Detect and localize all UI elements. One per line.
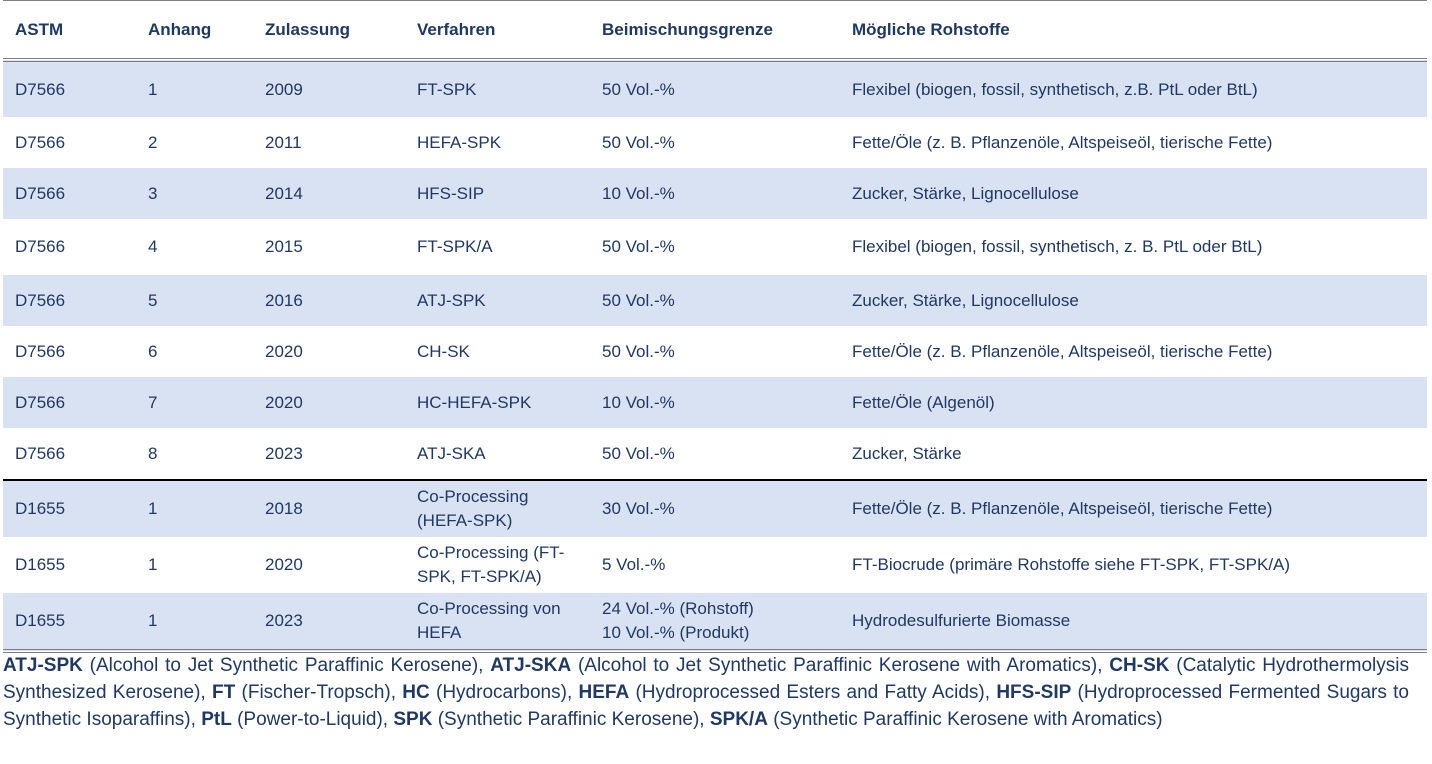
footnote-definition: (Hydroprocessed Esters and Fatty Acids), bbox=[629, 682, 997, 703]
footnote-term: ATJ-SPK bbox=[3, 655, 83, 676]
cell-rohstoffe: Flexibel (biogen, fossil, synthetisch, z.B. PtL oder BtL) bbox=[840, 60, 1427, 117]
cell-astm: D7566 bbox=[15, 132, 66, 152]
table-row bbox=[3, 326, 1427, 377]
footnote-term: HC bbox=[402, 682, 430, 703]
cell-verfahren: ATJ-SPK bbox=[405, 275, 590, 326]
cell-zulassung: 2023 bbox=[265, 443, 303, 463]
footnote-definition: (Synthetic Paraffinic Kerosene), bbox=[432, 709, 710, 730]
cell-zulassung: 2018 bbox=[253, 480, 405, 537]
cell-astm: D1655 bbox=[15, 555, 66, 574]
footnote-definition: (Hydroprocessed Fermented Sugars to Synthetic Isoparaffins), bbox=[3, 682, 1409, 730]
cell-astm: D7566 bbox=[15, 237, 66, 256]
cell-verfahren: FT-SPK bbox=[405, 60, 590, 117]
cell-rohstoffe: Fette/Öle (z. B. Pflanzenöle, Altspeiseöl, tierische Fette) bbox=[852, 341, 1273, 361]
cell-limit: 50 Vol.-% bbox=[602, 341, 675, 361]
cell-verfahren: Co-Processing von HEFA bbox=[405, 593, 590, 651]
abbreviation-footnote bbox=[3, 652, 1409, 733]
cell-zulassung: 2020 bbox=[265, 555, 303, 574]
footnote-term: HEFA bbox=[578, 682, 630, 703]
cell-limit: 50 Vol.-% bbox=[602, 443, 675, 463]
cell-anhang: 3 bbox=[136, 168, 253, 219]
table-row bbox=[3, 219, 1427, 275]
table-row bbox=[3, 593, 1427, 651]
footnote-definition: (Catalytic Hydrothermolysis Synthesized Kerosene), bbox=[3, 655, 1409, 703]
cell-verfahren: HFS-SIP bbox=[405, 168, 590, 219]
footnote-definition: (Fischer-Tropsch), bbox=[235, 682, 403, 703]
footnote-term: SPK/A bbox=[709, 709, 768, 730]
cell-limit: 5 Vol.-% bbox=[602, 555, 666, 574]
cell-limit: 10 Vol.-% bbox=[590, 377, 840, 428]
header-zulassung: Zulassung bbox=[253, 1, 405, 60]
cell-rohstoffe: Zucker, Stärke, Lignocellulose bbox=[840, 275, 1427, 326]
table-row bbox=[3, 377, 1427, 428]
cell-rohstoffe: Zucker, Stärke, Lignocellulose bbox=[840, 168, 1427, 219]
table-row bbox=[3, 480, 1427, 537]
table-row bbox=[3, 168, 1427, 219]
footnote-term: PtL bbox=[201, 709, 232, 730]
cell-anhang: 1 bbox=[136, 480, 253, 537]
footnote-definition: (Hydrocarbons), bbox=[429, 682, 579, 703]
astm-approval-table bbox=[3, 1, 1427, 653]
cell-astm: D7566 bbox=[3, 60, 136, 117]
cell-verfahren: CH-SK bbox=[417, 341, 470, 361]
cell-verfahren: HC-HEFA-SPK bbox=[405, 377, 590, 428]
footnote-term: HFS-SIP bbox=[996, 682, 1072, 703]
footnote-definition: (Synthetic Paraffinic Kerosene with Aromatics) bbox=[767, 709, 1163, 730]
cell-rohstoffe: Fette/Öle (z. B. Pflanzenöle, Altspeiseöl, tierische Fette) bbox=[852, 132, 1273, 152]
footnote-definition: (Power-to-Liquid), bbox=[231, 709, 394, 730]
cell-zulassung: 2011 bbox=[265, 132, 302, 152]
cell-anhang: 4 bbox=[148, 237, 158, 256]
cell-zulassung: 2014 bbox=[253, 168, 405, 219]
table-row bbox=[3, 275, 1427, 326]
astm-table-container bbox=[3, 0, 1427, 653]
cell-anhang: 1 bbox=[136, 60, 253, 117]
cell-rohstoffe: Zucker, Stärke bbox=[852, 443, 962, 463]
table-row bbox=[3, 428, 1427, 480]
cell-limit: 30 Vol.-% bbox=[590, 480, 840, 537]
cell-astm: D7566 bbox=[15, 341, 66, 361]
header-rohstoffe: Mögliche Rohstoffe bbox=[840, 1, 1427, 60]
cell-rohstoffe: Flexibel (biogen, fossil, synthetisch, z. B. PtL oder BtL) bbox=[852, 237, 1263, 256]
header-beimischungsgrenze: Beimischungsgrenze bbox=[590, 1, 840, 60]
cell-astm: D7566 bbox=[15, 443, 66, 463]
cell-limit: 50 Vol.-% bbox=[590, 60, 840, 117]
cell-rohstoffe: Fette/Öle (z. B. Pflanzenöle, Altspeiseöl, tierische Fette) bbox=[840, 480, 1427, 537]
cell-astm: D7566 bbox=[3, 168, 136, 219]
cell-astm: D7566 bbox=[3, 275, 136, 326]
cell-verfahren: ATJ-SKA bbox=[417, 443, 486, 463]
table-row bbox=[3, 60, 1427, 117]
footnote-term: ATJ-SKA bbox=[490, 655, 572, 676]
header-anhang: Anhang bbox=[136, 1, 253, 60]
cell-anhang: 2 bbox=[148, 132, 158, 152]
cell-limit: 50 Vol.-% bbox=[590, 275, 840, 326]
cell-anhang: 8 bbox=[148, 443, 158, 463]
cell-limit: 10 Vol.-% bbox=[590, 168, 840, 219]
cell-limit bbox=[590, 593, 840, 651]
cell-zulassung: 2020 bbox=[253, 377, 405, 428]
cell-rohstoffe: Fette/Öle (Algenöl) bbox=[840, 377, 1427, 428]
footnote-term: CH-SK bbox=[1109, 655, 1170, 676]
cell-limit: 50 Vol.-% bbox=[602, 132, 675, 152]
cell-anhang: 7 bbox=[136, 377, 253, 428]
footnote-term: SPK bbox=[393, 709, 433, 730]
cell-astm: D1655 bbox=[3, 593, 136, 651]
footnote-definition: (Alcohol to Jet Synthetic Paraffinic Kerosene), bbox=[82, 655, 491, 676]
cell-anhang: 6 bbox=[148, 341, 158, 361]
cell-verfahren: Co-Processing (FT-SPK, FT-SPK/A) bbox=[417, 543, 565, 586]
table-row bbox=[3, 537, 1427, 593]
cell-verfahren: FT-SPK/A bbox=[417, 237, 493, 256]
cell-zulassung: 2009 bbox=[253, 60, 405, 117]
cell-rohstoffe: Hydrodesulfurierte Biomasse bbox=[840, 593, 1427, 651]
limit-line-rohstoff: 24 Vol.-% (Rohstoff) bbox=[602, 599, 754, 618]
cell-zulassung: 2023 bbox=[253, 593, 405, 651]
cell-rohstoffe: FT-Biocrude (primäre Rohstoffe siehe FT-SPK, FT-SPK/A) bbox=[852, 555, 1291, 574]
cell-limit: 50 Vol.-% bbox=[602, 237, 675, 256]
table-row bbox=[3, 117, 1427, 168]
header-verfahren: Verfahren bbox=[405, 1, 590, 60]
cell-anhang: 5 bbox=[136, 275, 253, 326]
cell-anhang: 1 bbox=[136, 593, 253, 651]
cell-astm: D7566 bbox=[3, 377, 136, 428]
cell-astm: D1655 bbox=[3, 480, 136, 537]
cell-zulassung: 2015 bbox=[265, 237, 303, 256]
footnote-term: FT bbox=[212, 682, 236, 703]
cell-anhang: 1 bbox=[148, 555, 158, 574]
cell-verfahren: Co-Processing (HEFA-SPK) bbox=[405, 480, 590, 537]
cell-zulassung: 2016 bbox=[253, 275, 405, 326]
limit-line-produkt: 10 Vol.-% (Produkt) bbox=[602, 623, 750, 642]
header-astm: ASTM bbox=[3, 1, 136, 60]
cell-verfahren: HEFA-SPK bbox=[417, 132, 502, 152]
cell-zulassung: 2020 bbox=[265, 341, 303, 361]
table-header-row bbox=[3, 1, 1427, 60]
footnote-definition: (Alcohol to Jet Synthetic Paraffinic Kerosene with Aromatics), bbox=[571, 655, 1110, 676]
